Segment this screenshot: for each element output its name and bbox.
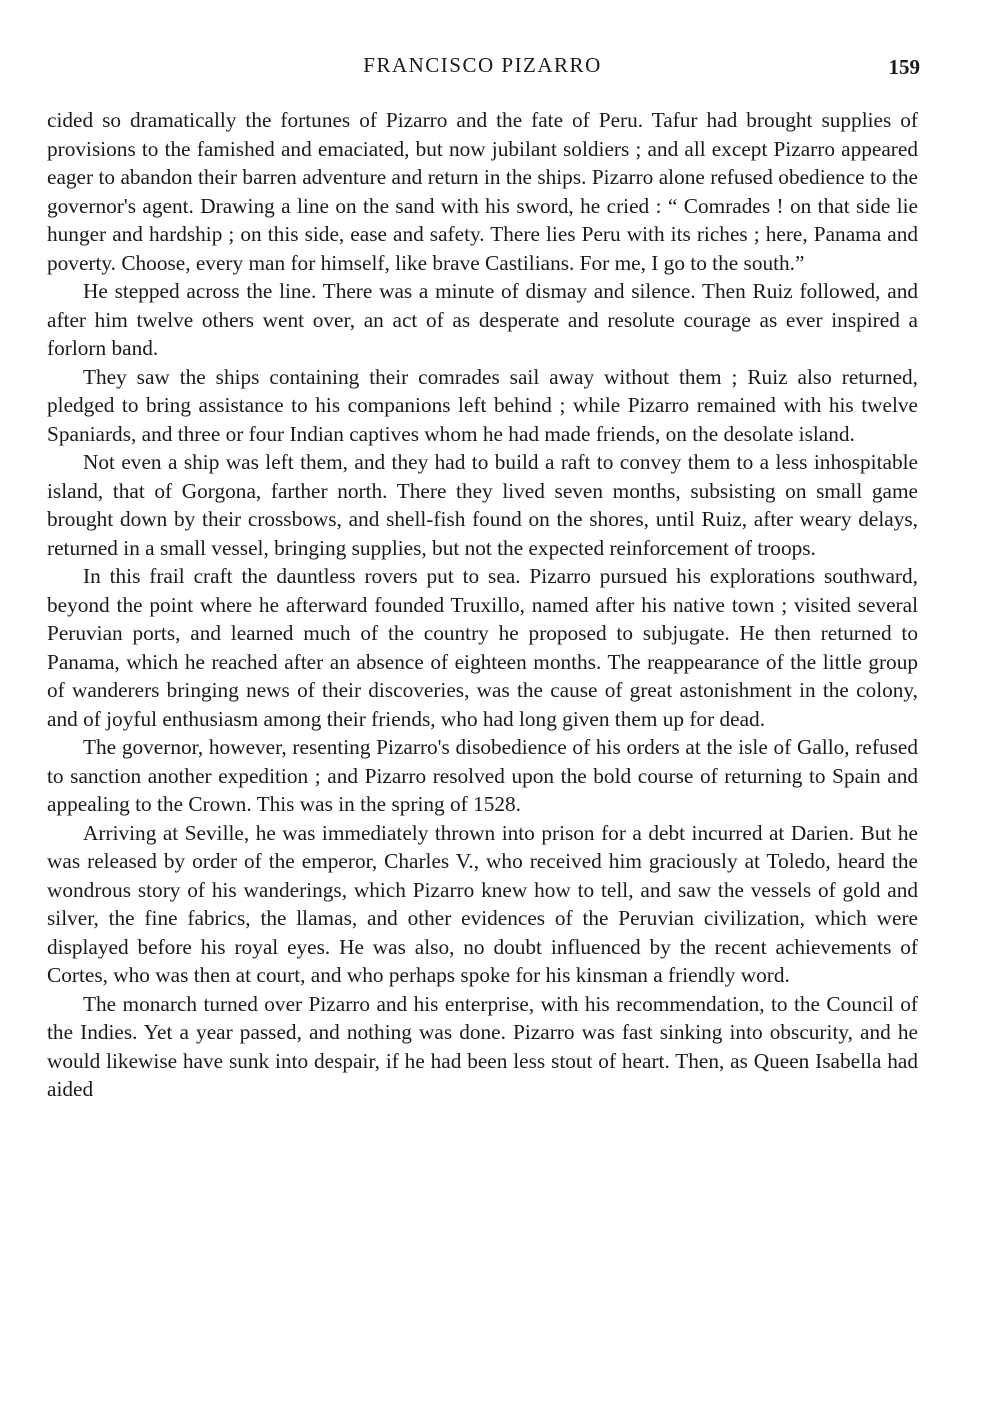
book-page	[47, 48, 918, 1104]
paragraph: The governor, however, resenting Pizarro's disobedience of his orders at the isle of Gallo, refused to sanction another expedition ; and Pizarro resolved upon the bold course of returning to Spain and appealing to the Crown. This was in the spring of 1528.	[47, 735, 918, 816]
paragraph: Arriving at Seville, he was immediately thrown into prison for a debt incurred at Darien. But he was released by order of the emperor, Charles V., who received him graciously at Toledo, heard the wondrous story of his wanderings, which Pizarro knew how to tell, and saw the vessels of gold and silver, the fine fabrics, the llamas, and other evidences of the Peruvian civilization, which were displayed before his royal eyes. He was also, no doubt influenced by the recent achievements of Cortes, who was then at court, and who perhaps spoke for his kinsman a friendly word.	[47, 820, 918, 987]
paragraph: He stepped across the line. There was a minute of dismay and silence. Then Ruiz followed, and after him twelve others went over, an act of as desperate and resolute courage as ever inspired a forlorn band.	[47, 279, 918, 360]
page-number: 159	[888, 55, 920, 79]
paragraph-continued: cided so dramatically the fortunes of Pizarro and the fate of Peru. Tafur had brought supplies of provisions to the famished and emaciated, but now jubilant soldiers ; and all except Pizarro appeared eager to abandon their barren adventure and return in the ships. Pizarro alone refused obedience to the governor's agent. Drawing a line on the sand with his sword, he cried : “ Comrades ! on that side lie hunger and hardship ; on this side, ease and safety. There lies Peru with its riches ; here, Panama and poverty. Choose, every man for himself, like brave Castilians. For me, I go to the south.”	[47, 108, 918, 275]
paragraph: In this frail craft the dauntless rovers put to sea. Pizarro pursued his explorations southward, beyond the point where he afterward founded Truxillo, named after his native town ; visited several Peruvian ports, and learned much of the country he proposed to subjugate. He then returned to Panama, which he reached after an absence of eighteen months. The reappearance of the little group of wanderers bringing news of their discoveries, was the cause of great astonishment in the colony, and of joyful enthusiasm among their friends, who had long given them up for dead.	[47, 564, 918, 731]
body-text	[47, 106, 918, 1104]
paragraph: They saw the ships containing their comrades sail away without them ; Ruiz also returned, pledged to bring assistance to his companions left behind ; while Pizarro remained with his twelve Spaniards, and three or four Indian captives whom he had made friends, on the desolate island.	[47, 364, 918, 446]
paragraph: The monarch turned over Pizarro and his enterprise, with his recommendation, to the Council of the Indies. Yet a year passed, and nothing was done. Pizarro was fast sinking into obscurity, and he would likewise have sunk into despair, if he had been less stout of heart. Then, as Queen Isabella had aided	[47, 991, 918, 1101]
running-title: FRANCISCO PIZARRO	[363, 53, 602, 77]
running-header	[47, 48, 918, 88]
paragraph: Not even a ship was left them, and they had to build a raft to convey them to a less inhospitable island, that of Gorgona, farther north. There they lived seven months, subsisting on small game brought down by their crossbows, and shell-fish found on the shores, until Ruiz, after weary delays, returned in a small vessel, bringing supplies, but not the expected reinforcement of troops.	[47, 450, 918, 560]
